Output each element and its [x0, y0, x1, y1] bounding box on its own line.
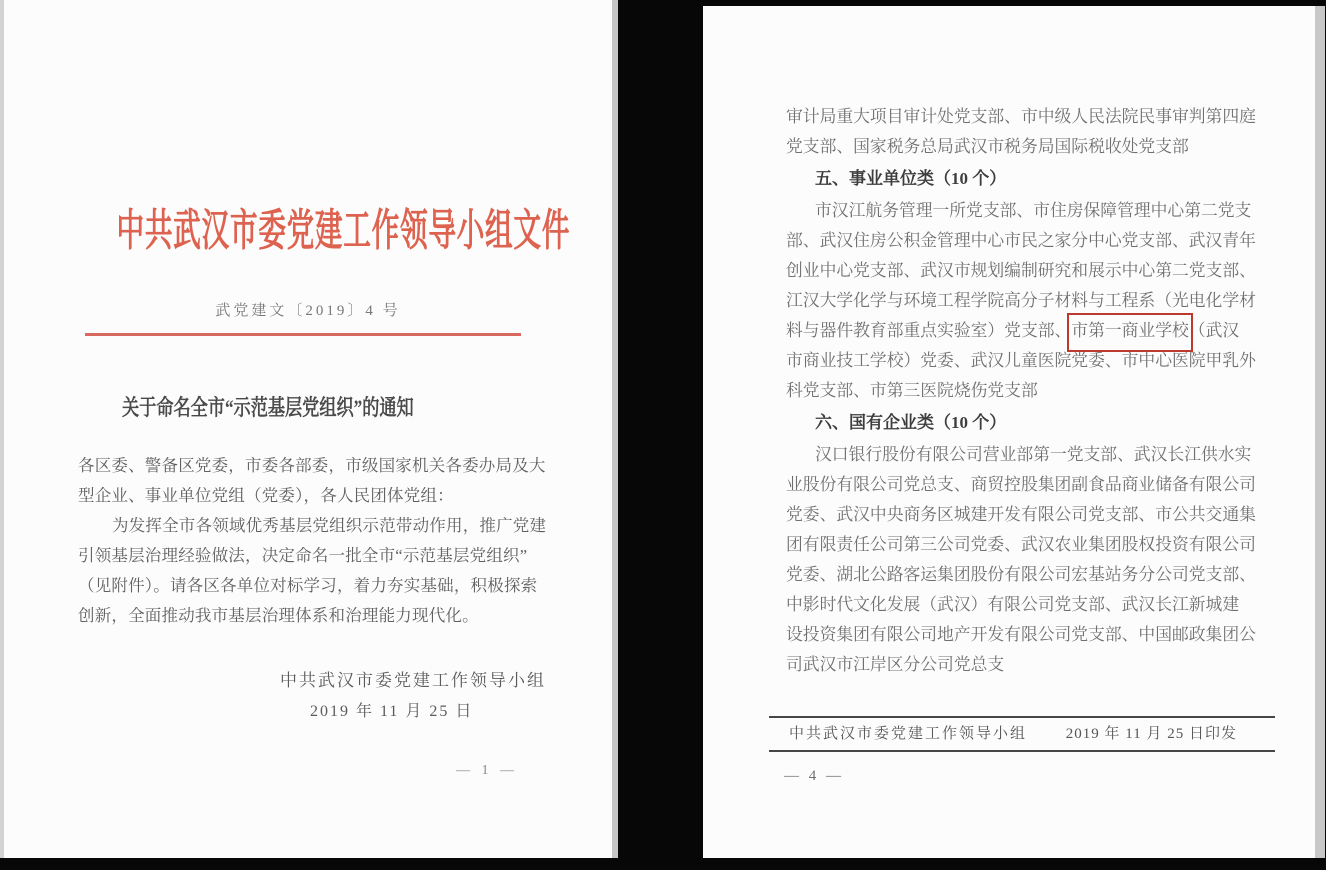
- body-line-with-highlight: [786, 316, 1276, 346]
- document-page-4: [703, 6, 1325, 858]
- body-line: （见附件）。请各区各单位对标学习，着力夯实基础，积极探索: [78, 576, 538, 595]
- body-line: 江汉大学化学与环境工程学院高分子材料与工程系（光电化学材: [786, 291, 1256, 310]
- boxed-line-pre: 料与器件教育部重点实验室）党支部、: [786, 321, 1072, 340]
- page-4-body: [786, 102, 1276, 680]
- red-divider-line: [85, 333, 521, 336]
- notice-body: [78, 451, 558, 631]
- body-line: 设投资集团有限公司地产开发有限公司党支部、中国邮政集团公: [786, 625, 1256, 644]
- page-number: — 1 —: [456, 763, 518, 778]
- section-5-heading: 五、事业单位类（10 个）: [815, 169, 1007, 188]
- body-line: 团有限责任公司第三公司党委、武汉农业集团股权投资有限公司: [786, 535, 1256, 554]
- body-line: 创新，全面推动我市基层治理体系和治理能力现代化。: [78, 606, 479, 625]
- body-line: 市商业技工学校）党委、武汉儿童医院党委、市中心医院甲乳外: [786, 351, 1256, 370]
- body-line: 业股份有限公司党总支、商贸控股集团副食品商业储备有限公司: [786, 475, 1256, 494]
- body-line: 为发挥全市各领域优秀基层党组织示范带动作用，推广党建: [112, 516, 547, 535]
- footer-print-date: 2019 年 11 月 25 日印发: [1065, 726, 1237, 742]
- footer-rule-top: [769, 716, 1275, 718]
- footer-issuer: 中共武汉市委党建工作领导小组: [789, 726, 1028, 742]
- red-letterhead-title: 中共武汉市委党建工作领导小组文件: [116, 206, 571, 255]
- body-line: 党支部、国家税务总局武汉市税务局国际税收处党支部: [786, 137, 1189, 156]
- body-line: 审计局重大项目审计处党支部、市中级人民法院民事审判第四庭: [786, 107, 1256, 126]
- boxed-line-post: （武汉: [1188, 321, 1240, 340]
- body-line: 党委、湖北公路客运集团股份有限公司宏基站务分公司党支部、: [786, 565, 1256, 584]
- red-highlight-box: 市第一商业学校: [1067, 313, 1192, 352]
- body-line: 各区委、警备区党委，市委各部委，市级国家机关各委办局及大: [78, 456, 546, 475]
- body-line: 引领基层治理经验做法，决定命名一批全市“示范基层党组织”: [78, 546, 528, 565]
- footer-rule-bottom: [769, 750, 1275, 752]
- document-page-1: [0, 0, 618, 858]
- page-number: — 4 —: [784, 768, 844, 784]
- body-line: 中影时代文化发展（武汉）有限公司党支部、武汉长江新城建: [786, 595, 1240, 614]
- body-line: 党委、武汉中央商务区城建开发有限公司党支部、市公共交通集: [786, 505, 1256, 524]
- document-number: 武党建文〔2019〕4 号: [215, 303, 401, 319]
- body-line: 创业中心党支部、武汉市规划编制研究和展示中心第二党支部、: [786, 261, 1256, 280]
- signature-date: 2019 年 11 月 25 日: [310, 703, 474, 720]
- section-6-heading: 六、国有企业类（10 个）: [815, 413, 1007, 432]
- body-line: 科党支部、市第三医院烧伤党支部: [786, 381, 1038, 400]
- signature-issuer: 中共武汉市委党建工作领导小组: [280, 671, 546, 690]
- colophon-footer: [769, 722, 1275, 743]
- body-line: 汉口银行股份有限公司营业部第一党支部、武汉长江供水实: [815, 445, 1252, 464]
- body-line: 型企业、事业单位党组（党委），各人民团体党组：: [78, 486, 454, 505]
- notice-title: 关于命名全市“示范基层党组织”的通知: [122, 395, 414, 420]
- body-line: 司武汉市江岸区分公司党总支: [786, 655, 1005, 674]
- body-line: 市汉江航务管理一所党支部、市住房保障管理中心第二党支: [815, 201, 1252, 220]
- body-line: 部、武汉住房公积金管理中心市民之家分中心党支部、武汉青年: [786, 231, 1256, 250]
